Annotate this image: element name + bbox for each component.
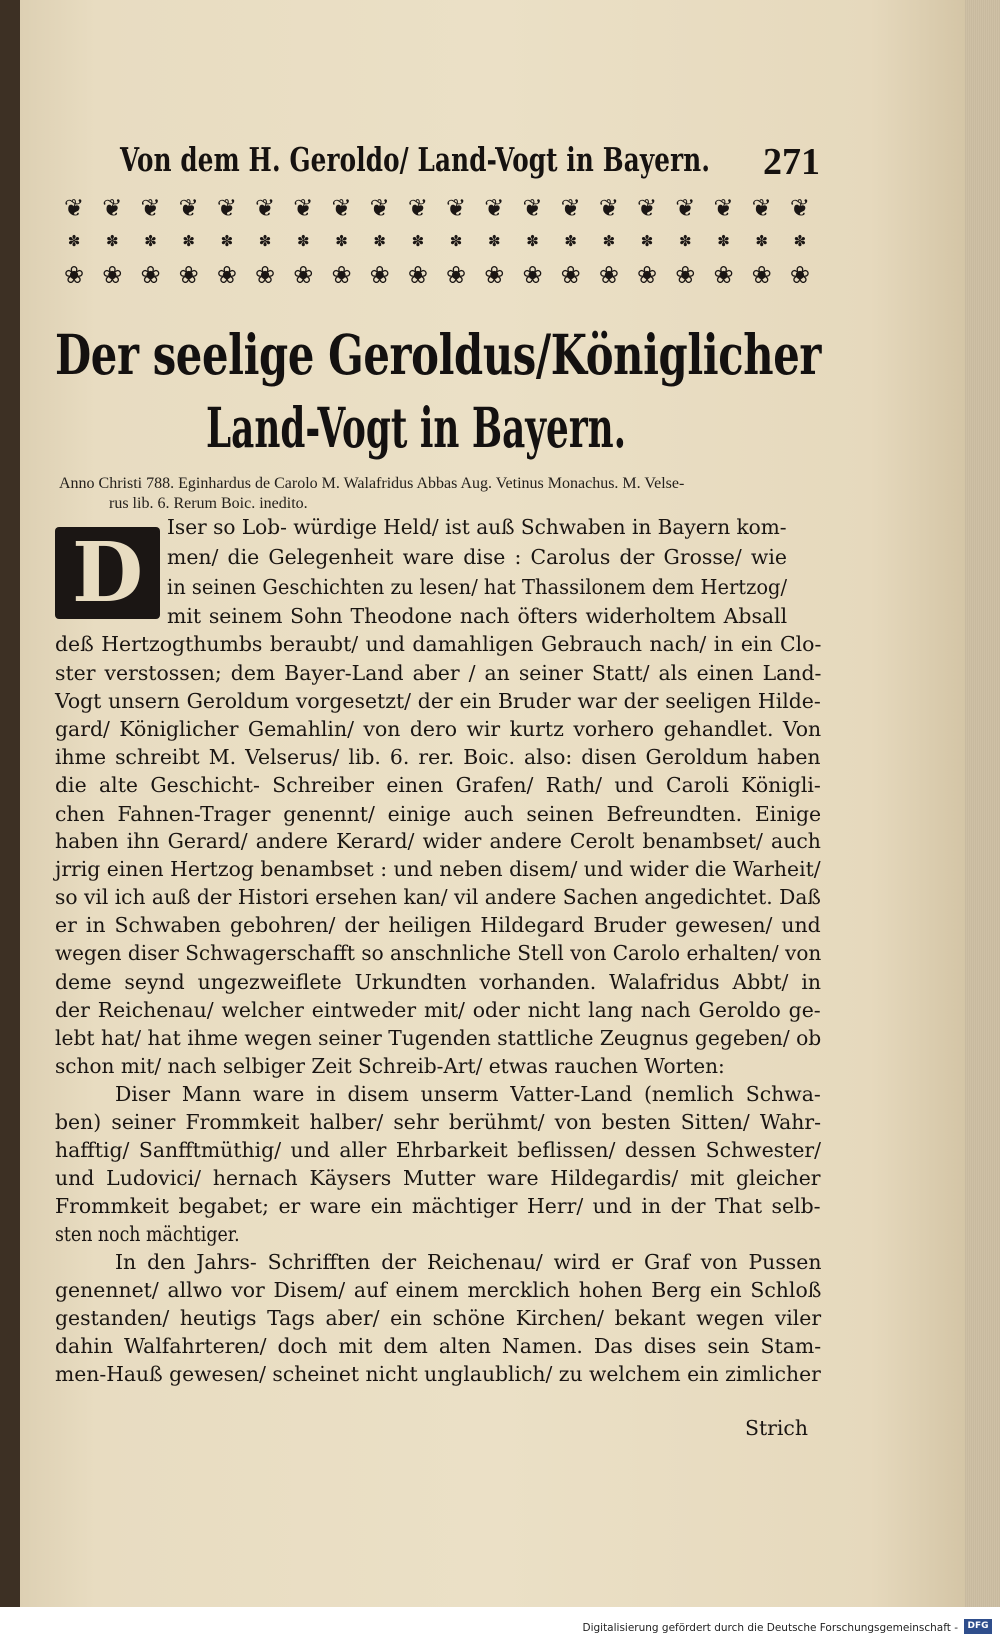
ornament-glyph: ✽ (258, 231, 272, 250)
ornament-glyph: ✽ (640, 231, 654, 250)
ornament-glyph: ✽ (297, 231, 310, 250)
ornament-glyph: ❀ (598, 261, 619, 289)
ornament-glyph: ✽ (220, 231, 234, 250)
ornament-glyph: ❀ (369, 261, 390, 289)
ornament-glyph: ❦ (637, 194, 658, 222)
ornament-glyph: ❦ (140, 194, 161, 222)
text-line: er in Schwaben gebohren/ der heiligen Hildegard Bruder gewesen/ und (55, 913, 821, 937)
ornament-glyph: ❦ (484, 194, 505, 222)
ornament-glyph: ✽ (793, 231, 807, 250)
ornament-glyph: ✽ (755, 231, 768, 250)
text-line: men/ die Gelegenheit ware dise : Carolus der Grosse/ wie (167, 545, 787, 569)
ornament-glyph: ❦ (178, 194, 199, 222)
page-number: 271 (763, 141, 820, 183)
ornament-glyph: ❦ (64, 194, 85, 222)
ornament-glyph: ❦ (369, 194, 390, 222)
ornament-glyph: ❀ (560, 261, 581, 289)
text-line: gestanden/ heutigs Tags aber/ ein schöne Kirchen/ bekant wegen viler (55, 1306, 822, 1330)
source-line-2: rus lib. 6. Rerum Boic. inedito. (109, 495, 308, 512)
running-head (120, 140, 820, 186)
ornament-glyph: ❀ (789, 261, 810, 289)
text-line: ben) seiner Frommkeit halber/ sehr berühmt/ von besten Sitten/ Wahr- (55, 1110, 822, 1134)
ornament-glyph: ❦ (789, 194, 810, 222)
catchword: Strich (745, 1416, 808, 1440)
text-line: Iser so Lob- würdige Held/ ist auß Schwaben in Bayern kom- (167, 515, 787, 539)
text-line: deme seynd ungezweiflete Urkundten vorhanden. Walafridus Abbt/ in (55, 970, 821, 994)
ornament-glyph: ✽ (67, 231, 81, 250)
text-line: der Reichenau/ welcher eintweder mit/ oder nicht lang nach Geroldo ge- (55, 998, 821, 1022)
ornament-glyph: ❦ (216, 194, 237, 222)
ornament-glyph: ❀ (255, 261, 276, 289)
ornament-glyph: ❀ (713, 261, 734, 289)
ornament-glyph: ❀ (331, 261, 352, 289)
ornament-glyph: ❀ (637, 261, 658, 289)
dfg-logo: DFG (964, 1619, 992, 1634)
decorated-initial: D (55, 527, 160, 619)
text-line: so vil ich auß der Histori ersehen kan/ vil andere Sachen angedichtet. Daß (55, 885, 821, 909)
ornament-glyph: ❀ (484, 261, 505, 289)
ornament-glyph: ❦ (255, 194, 276, 222)
ornament-glyph: ❀ (675, 261, 696, 289)
ornament-glyph: ✽ (679, 231, 692, 250)
text-line: schon mit/ nach selbiger Zeit Schreib-Art/ etwas rauchen Worten: (55, 1054, 725, 1078)
text-line: hafftig/ Sanfftmüthig/ und aller Ehrbarkeit beflissen/ dessen Schwester/ (55, 1138, 822, 1162)
ornament-glyph: ❀ (522, 261, 543, 289)
ornament-glyph: ✽ (449, 231, 463, 250)
ornament-glyph: ❦ (407, 194, 428, 222)
ornament-glyph: ❦ (102, 194, 123, 222)
text-line: ihme schreibt M. Velserus/ lib. 6. rer. Boic. also: disen Geroldum haben (55, 745, 821, 769)
ornament-glyph: ✽ (526, 231, 539, 250)
text-line: Vogt unsern Geroldum vorgesetzt/ der ein Bruder war der seeligen Hilde- (55, 689, 821, 713)
ornament-glyph: ✽ (564, 231, 577, 250)
text-line: gard/ Königlicher Gemahlin/ von dero wir kurtz vorhero gehandlet. Von (55, 717, 822, 741)
ornament-glyph: ❦ (713, 194, 734, 222)
page-edges (965, 0, 1000, 1607)
chapter-title-line-2: Land-Vogt in Bayern. (206, 395, 627, 460)
ornament-glyph: ❀ (102, 261, 123, 289)
ornament-glyph: ❦ (598, 194, 619, 222)
text-line: men-Hauß gewesen/ scheinet nicht unglaublich/ zu welchem ein zimlicher (55, 1362, 821, 1386)
ornament-glyph: ❦ (446, 194, 467, 222)
source-citation (59, 474, 821, 514)
ornament-glyph: ❀ (140, 261, 161, 289)
text-line: mit seinem Sohn Theodone nach öfters widerholtem Absall (167, 604, 788, 628)
ornament-glyph: ❀ (293, 261, 314, 289)
text-line: Frommkeit begabet; er ware ein mächtiger Herr/ und in der That selb- (55, 1194, 821, 1218)
text-line: chen Fahnen-Trager genennt/ einige auch seinen Befreundten. Einige (55, 802, 822, 826)
chapter-title-line-1: Der seelige Geroldus/Königlicher (55, 322, 821, 387)
ornament-glyph: ❦ (560, 194, 581, 222)
ornament-glyph: ❦ (675, 194, 696, 222)
text-line: Diser Mann ware in disem unserm Vatter-Land (nemlich Schwa- (115, 1082, 821, 1106)
ornament-glyph: ✽ (411, 231, 425, 250)
ornament-glyph: ✽ (602, 231, 616, 250)
text-line: haben ihn Gerard/ andere Kerard/ wider andere Cerolt benambset/ auch (55, 829, 821, 853)
ornamental-band (55, 192, 819, 292)
ornament-glyph: ✽ (488, 231, 501, 250)
text-line: wegen diser Schwagerschafft so anschnliche Stell von Carolo erhalten/ von (55, 941, 822, 965)
ornament-glyph: ❦ (331, 194, 352, 222)
ornament-glyph: ❦ (751, 194, 772, 222)
ornament-glyph: ✽ (717, 231, 730, 250)
ornament-glyph: ❦ (522, 194, 543, 222)
ornament-glyph: ❀ (64, 261, 85, 289)
ornament-glyph: ✽ (106, 231, 119, 250)
ornament-glyph: ❀ (751, 261, 772, 289)
text-line: und Ludovici/ hernach Käysers Mutter ware Hildegardis/ mit gleicher (55, 1166, 821, 1190)
ornament-glyph: ❀ (216, 261, 237, 289)
ornament-glyph: ❀ (446, 261, 467, 289)
text-line: sten noch mächtiger. (55, 1222, 240, 1246)
ornament-glyph: ✽ (144, 231, 157, 250)
text-line: In den Jahrs- Schrifften der Reichenau/ wird er Graf von Pussen (115, 1250, 822, 1274)
text-line: jrrig einen Hertzog benambset : und neben disem/ und wider die Warheit/ (55, 857, 821, 881)
text-line: deß Hertzogthumbs beraubt/ und damahligen Gebrauch nach/ in ein Clo- (55, 632, 822, 656)
ornament-glyph: ❦ (293, 194, 314, 222)
ornament-glyph: ✽ (373, 231, 386, 250)
ornament-glyph: ✽ (335, 231, 348, 250)
ornament-glyph: ✽ (182, 231, 195, 250)
running-title: Von dem H. Geroldo/ Land-Vogt in Bayern. (120, 140, 711, 179)
text-line: die alte Geschicht- Schreiber einen Grafen/ Rath/ und Caroli Königli- (55, 773, 821, 797)
text-line: dahin Walfahrteren/ doch mit dem alten Namen. Das dises sein Stam- (55, 1334, 822, 1358)
footer-credit: Digitalisierung gefördert durch die Deutsche Forschungsgemeinschaft - (582, 1622, 958, 1634)
text-line: in seinen Geschichten zu lesen/ hat Thassilonem dem Hertzog/ (167, 575, 788, 599)
ornament-glyph: ❀ (407, 261, 428, 289)
source-line-1: Anno Christi 788. Eginhardus de Carolo M. Walafridus Abbas Aug. Vetinus Monachus. M. Velse- (59, 475, 685, 492)
text-line: lebt hat/ hat ihme wegen seiner Tugenden stattliche Zeugnus gegeben/ ob (55, 1026, 822, 1050)
text-line: genennet/ allwo vor Disem/ auf einem mercklich hohen Berg ein Schloß (55, 1278, 822, 1302)
ornament-glyph: ❀ (178, 261, 199, 289)
text-line: ster verstossen; dem Bayer-Land aber / an seiner Statt/ als einen Land- (55, 661, 822, 685)
